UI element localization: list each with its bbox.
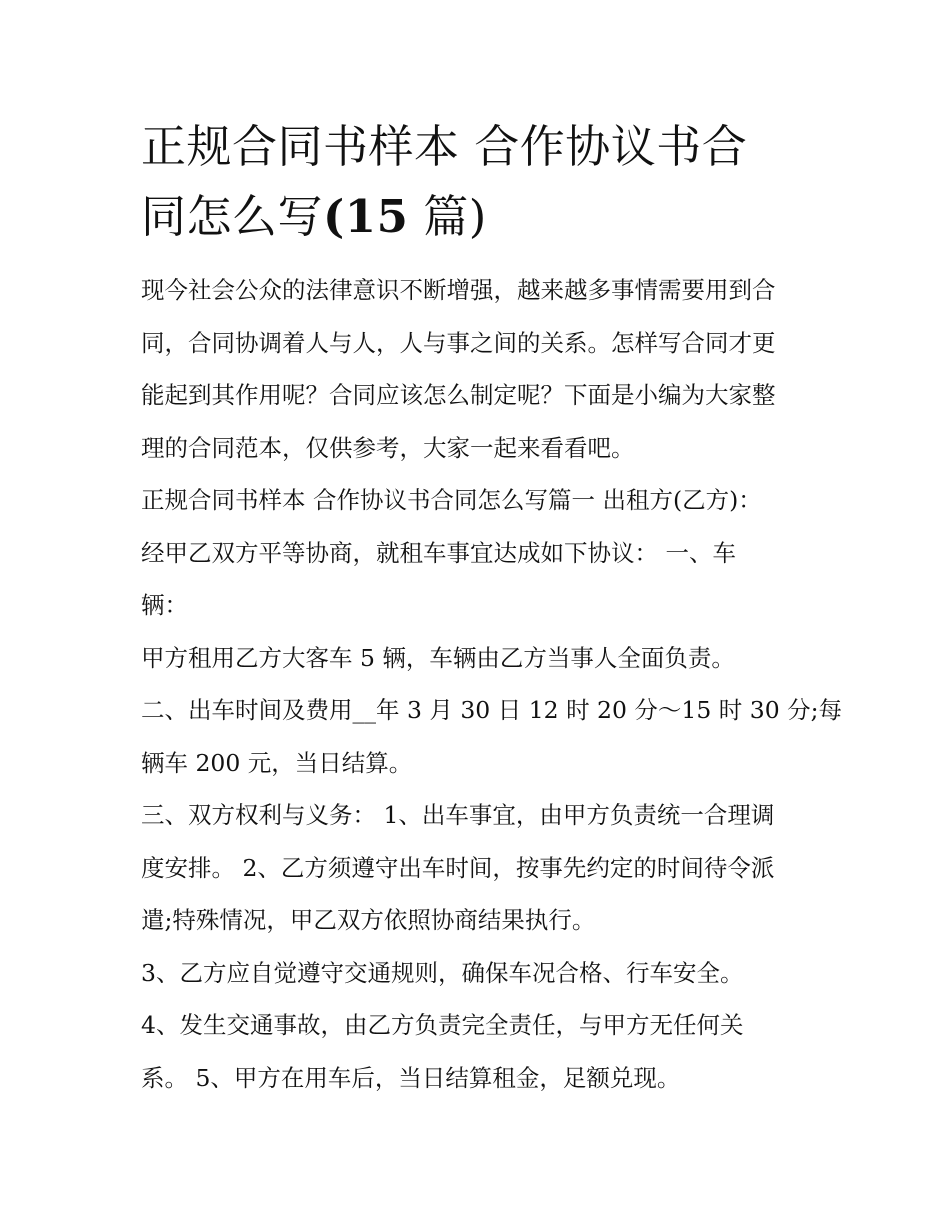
text-line: 系。 5、甲方在用车后，当日结算租金，足额兑现。 (141, 1063, 681, 1092)
text-line: 正规合同书样本 合作协议书合同怎么写篇一 出租方(乙方)： (141, 486, 762, 514)
paragraph-time-and-fees (141, 684, 843, 789)
document-title (141, 112, 821, 252)
paragraph-intro (141, 264, 821, 474)
text-line: 遣;特殊情况，甲乙双方依照协商结果执行。 (141, 906, 596, 934)
text-line: 能起到其作用呢？合同应该怎么制定呢？下面是小编为大家整 (141, 381, 776, 409)
document-content (141, 112, 843, 1104)
text-line: 现今社会公众的法律意识不断增强，越来越多事情需要用到合 (141, 276, 776, 304)
paragraph-parties (141, 474, 821, 632)
text-line: 三、双方权利与义务： 1、出车事宜，由甲方负责统一合理调 (141, 801, 775, 829)
title-line-2-suffix: 篇) (408, 190, 487, 243)
text-line: 甲方租用乙方大客车 5 辆，车辆由乙方当事人全面负责。 (141, 643, 735, 672)
text-line: 理的合同范本，仅供参考，大家一起来看看吧。 (141, 433, 635, 462)
text-line: 4、发生交通事故，由乙方负责完全责任，与甲方无任何关 (141, 1011, 744, 1039)
text-line: 度安排。 2、乙方须遵守出车时间，按事先约定的时间待令派 (141, 853, 775, 882)
text-line: 经甲乙双方平等协商，就租车事宜达成如下协议： 一、车 (141, 538, 736, 567)
document-body (141, 264, 843, 1104)
paragraph-vehicles (141, 632, 821, 685)
paragraph-clause-4-5 (141, 999, 821, 1104)
title-line-2-number: (15 (323, 190, 409, 243)
title-line-2-prefix: 同怎么写 (141, 190, 324, 243)
text-line: 同，合同协调着人与人，人与事之间的关系。怎样写合同才更 (141, 328, 776, 357)
text-line: 辆车 200 元，当日结算。 (141, 748, 413, 777)
paragraph-clause-3 (141, 947, 821, 1000)
text-line: 二、出车时间及费用__年 3 月 30 日 12 时 20 分～15 时 30 分;每 (141, 696, 843, 724)
title-line-1: 正规合同书样本 合作协议书合 (141, 120, 748, 173)
paragraph-rights-duties (141, 789, 821, 947)
text-line: 辆： (141, 591, 188, 619)
title-line-2 (141, 182, 821, 252)
text-line: 3、乙方应自觉遵守交通规则，确保车况合格、行车安全。 (141, 958, 744, 987)
